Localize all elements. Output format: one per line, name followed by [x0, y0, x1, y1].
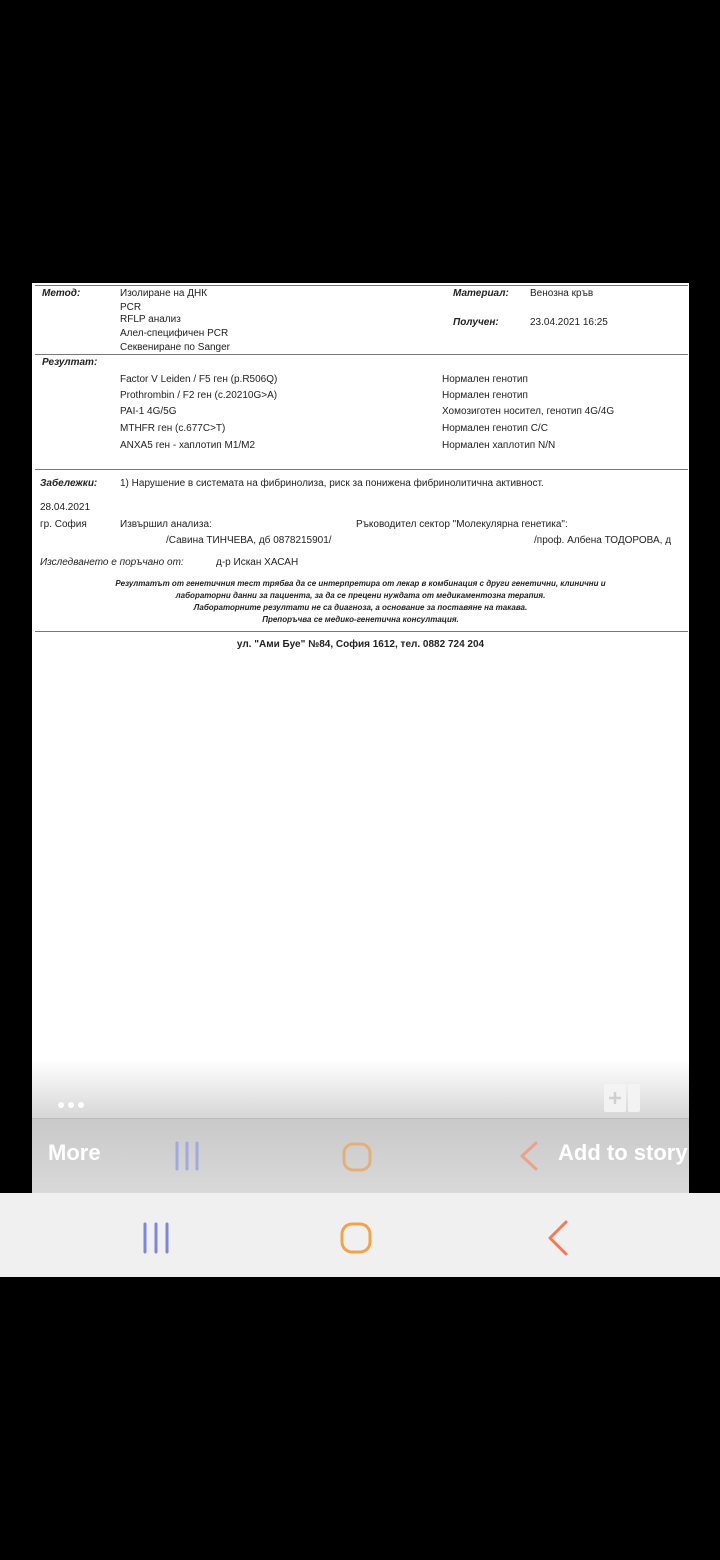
home-icon[interactable] [339, 1221, 373, 1260]
report-city: гр. София [40, 519, 87, 530]
ordered-by-label: Изследването е поръчано от: [40, 557, 184, 568]
head-name: /проф. Албена ТОДОРОВА, д [534, 535, 672, 546]
divider [35, 285, 688, 286]
result-outcome: Нормален генотип [442, 374, 528, 385]
recents-icon[interactable] [140, 1221, 172, 1260]
disclaimer-line: лабораторни данни за пациента, за да се прецени нуждата от медикаментозна терапия. [175, 591, 546, 600]
ordered-by: д-р Искан ХАСАН [216, 557, 299, 568]
divider [35, 469, 688, 470]
result-label: Резултат: [42, 357, 98, 368]
material-value: Венозна кръв [530, 288, 594, 299]
overlay-gradient [32, 1060, 689, 1118]
performed-by: /Савина ТИНЧЕВА, дб 0878215901/ [166, 535, 332, 546]
method-line: Изолиране на ДНК [120, 288, 208, 299]
method-line: PCR [120, 302, 142, 313]
result-test: ANXA5 ген - хаплотип M1/M2 [120, 440, 256, 451]
home-icon[interactable] [341, 1141, 373, 1178]
layout-icon[interactable] [604, 1082, 640, 1114]
performed-by-label: Извършил анализа: [120, 519, 212, 530]
system-navigation-bar [0, 1193, 720, 1277]
result-test: MTHFR ген (c.677C>T) [120, 423, 226, 434]
received-label: Получен: [453, 317, 499, 328]
more-button[interactable]: More [48, 1140, 101, 1165]
result-test: Factor V Leiden / F5 ген (p.R506Q) [120, 374, 278, 385]
result-outcome: Нормален хаплотип N/N [442, 440, 556, 451]
method-line: Алел-специфичен PCR [120, 328, 229, 339]
method-label: Метод: [42, 288, 81, 299]
back-icon[interactable] [544, 1219, 572, 1262]
footer-address: ул. "Ами Буе" №84, София 1612, тел. 0882 724 204 [236, 639, 485, 650]
result-test: Prothrombin / F2 ген (c.20210G>A) [120, 390, 278, 401]
material-label: Материал: [453, 288, 509, 299]
divider [35, 354, 688, 355]
head-label: Ръководител сектор "Молекулярна генетика": [356, 519, 568, 530]
method-line: Секвениране по Sanger [120, 342, 231, 353]
result-outcome: Нормален генотип C/C [442, 423, 548, 434]
document-page [32, 283, 689, 1193]
add-to-story-button[interactable]: Add to story [558, 1140, 688, 1165]
back-icon[interactable] [516, 1140, 542, 1177]
notes-text: 1) Нарушение в системата на фибринолиза, риск за понижена фибринолитична активност. [120, 478, 544, 489]
method-line: RFLP анализ [120, 314, 181, 325]
more-dots-icon[interactable] [58, 1092, 88, 1113]
divider [35, 631, 688, 632]
result-outcome: Хомозиготен носител, генотип 4G/4G [442, 406, 615, 417]
recents-icon[interactable] [172, 1141, 202, 1176]
result-outcome: Нормален генотип [442, 390, 528, 401]
notes-label: Забележки: [40, 478, 98, 489]
disclaimer-line: Лабораторните резултати не са диагноза, а основание за поставяне на такава. [193, 603, 528, 612]
received-value: 23.04.2021 16:25 [530, 317, 608, 328]
disclaimer-line: Препоръчва се медико-генетична консултация. [262, 615, 459, 624]
report-date: 28.04.2021 [40, 502, 91, 513]
disclaimer-line: Резултатът от генетичния тест трябва да се интерпретира от лекар в комбинация с други генетични, клинични и [115, 579, 606, 588]
result-test: PAI-1 4G/5G [120, 406, 177, 417]
